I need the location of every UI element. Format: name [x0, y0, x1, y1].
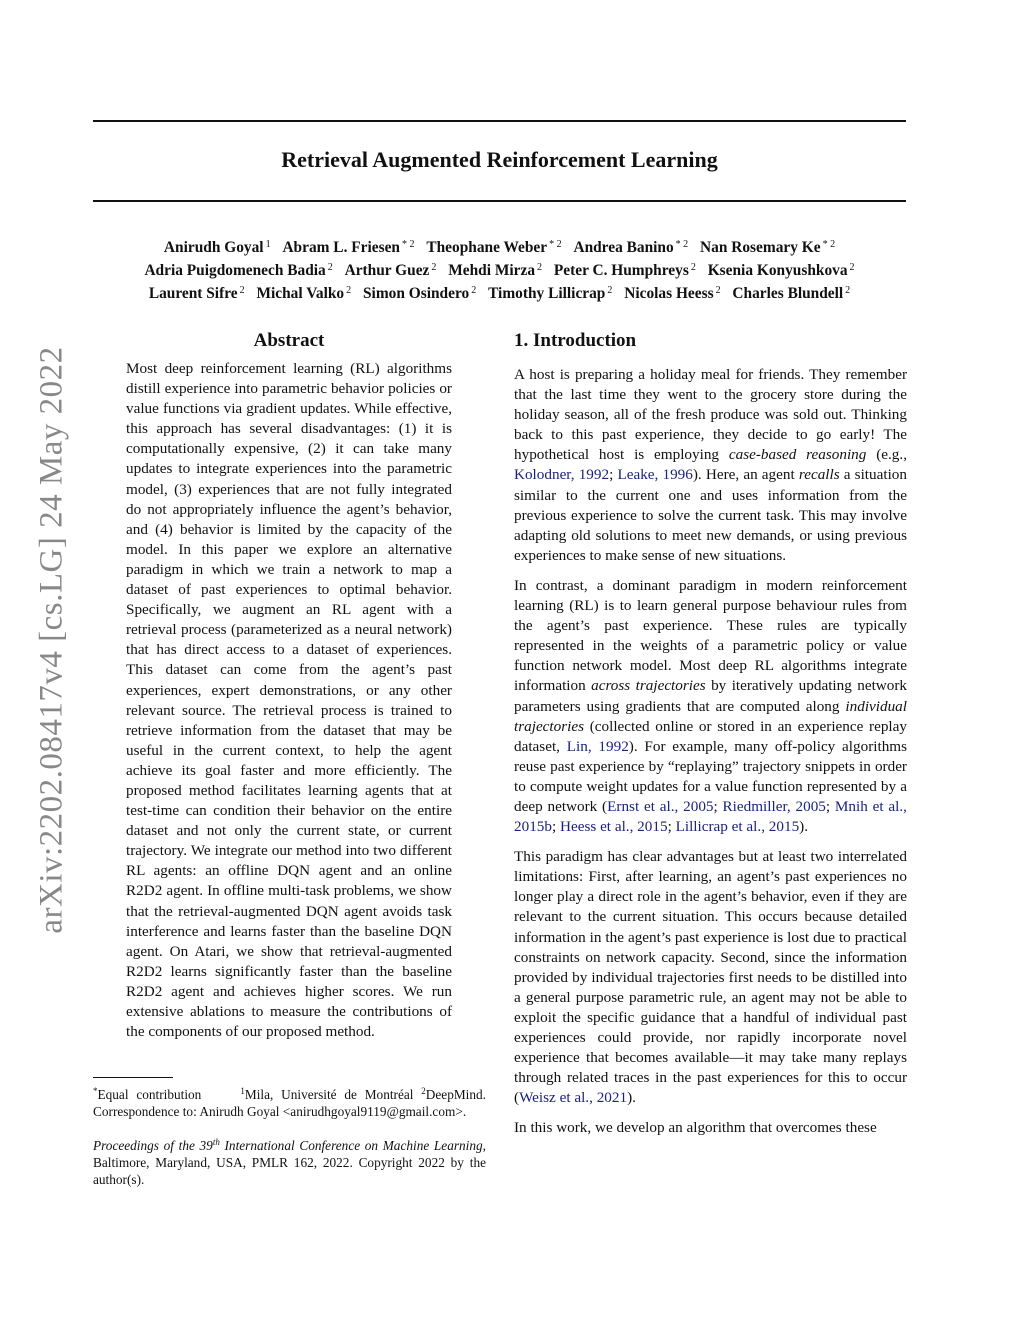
citation-link[interactable]: Ernst et al., 2005 — [607, 797, 714, 815]
author-line-3 — [93, 281, 906, 304]
citation-link[interactable]: Weisz et al., 2021 — [519, 1089, 628, 1107]
author-list — [93, 235, 906, 304]
author-line-2 — [93, 258, 906, 281]
author: Adria Puigdomenech Badia $^2$ — [144, 262, 333, 279]
author: Peter C. Humphreys $^2$ — [553, 262, 696, 279]
author: Michal Valko $^2$ — [256, 285, 352, 302]
abstract-heading: Abstract — [253, 330, 325, 351]
title-top-rule — [93, 120, 906, 122]
author: Andrea Banino $^{* 2}$ — [573, 239, 689, 256]
author: Nicolas Heess $^2$ — [624, 285, 721, 302]
author: Arthur Guez $^2$ — [344, 262, 437, 279]
citation-link[interactable]: Lin, 1992 — [566, 737, 629, 755]
abstract-text: Most deep reinforcement learning (RL) algorithms distill experience into parametric behavior policies or value functions via gradient updates. While effective, this approach has several disadvantages: (1) it is computationally expensive, (2) it can take many updates to integrate experiences into the parametric model, (3) experiences that are not fully integrated do not appropriately influence the agent’s behavior, and (4) behavior is limited by the capacity of the model. In this paper we explore an alternative paradigm in which we train a network to map a dataset of past experiences to optimal behavior. Specifically, we augment an RL agent with a retrieval process (parameterized as a neural network) that has direct access to a dataset of experiences. This dataset can come from the agent’s past experiences, expert demonstrations, or any other relevant source. The retrieval process is trained to retrieve information from the dataset that may be useful in the current context, to help the agent achieve its goal faster and more efficiently. The proposed method facilitates learning agents that at test-time can condition their behavior on the entire dataset and not only the current state, or current trajectory. We integrate our method into two different RL agents: an offline DQN agent and an online R2D2 agent. In offline multi-task problems, we show that the retrieval-augmented DQN agent avoids task interference and learns faster than the baseline DQN agent. On Atari, we show that retrieval-augmented R2D2 learns significantly faster than the baseline R2D2 agent and achieves higher scores. We run extensive ablations to measure the contributions of the components of our proposed method. — [126, 360, 452, 1041]
author: Abram L. Friesen $^{* 2}$ — [282, 239, 415, 256]
author: Charles Blundell $^2$ — [732, 285, 851, 302]
citation-link[interactable]: Leake, 1996 — [617, 466, 693, 484]
citation-link[interactable]: Mnih et al., 2015b — [514, 797, 907, 836]
author: Timothy Lillicrap $^2$ — [488, 285, 613, 302]
intro-paragraph-2: In contrast, a dominant paradigm in modern reinforcement learning (RL) is to learn general purpose behaviour rules from the agent’s past experience. These rules are typically represented in the weights of a parametric policy or value function network model. Most deep RL algorithms integrate information across trajectories by iteratively updating network parameters using gradients that are computed along individual trajectories (collected online or stored in an experience replay dataset, Lin, 1992). For example, many off-policy algorithms reuse past experience by “replaying” trajectory snippets in order to compute weight updates for a value function represented by a deep network (Ernst et al., 2005; Riedmiller, 2005; Mnih et al., 2015b; Heess et al., 2015; Lillicrap et al., 2015). — [514, 576, 908, 836]
author: Theophane Weber $^{* 2}$ — [426, 239, 562, 256]
footnotes — [93, 1077, 486, 1188]
intro-paragraph-3: This paradigm has clear advantages but at least two interrelated limitations: First, after learning, an agent’s past experiences no longer play a direct role in the agent’s behavior, even if they are relevant to the current situation. This occurs because detailed information in the agent’s past experience is lost due to practical constraints on network capacity. Second, since the information provided by individual trajectories first needs to be distilled into a general purpose parametric rule, an agent may not be able to exploit the specific guidance that a handful of individual past experiences could provide, nor rapidly incorporate novel experience that becomes available—it may take many replays through related traces in the past experiences for this to occur (Weisz et al., 2021). — [514, 848, 907, 1107]
introduction-section — [514, 330, 907, 1138]
author: Laurent Sifre $^2$ — [148, 285, 245, 302]
introduction-heading: 1. Introduction — [514, 330, 637, 351]
footnote-rule — [93, 1077, 173, 1078]
arxiv-identifier: arXiv:2202.08417v4 [cs.LG] 24 May 2022 — [33, 346, 70, 934]
author: Simon Osindero $^2$ — [363, 285, 477, 302]
proceedings-note: Proceedings of the 39th International Conference on Machine Learning, Baltimore, Maryland, USA, PMLR 162, 2022. Copyright 2022 by the author(s). — [93, 1137, 486, 1187]
citation-link[interactable]: Riedmiller, 2005 — [722, 797, 826, 815]
footnote-affiliations: *Equal contribution $^1$Mila, Université de Montréal $^2$DeepMind. Correspondence to: Anirudh Goyal <anirudhgoyal9119@gmail.com>. — [93, 1086, 486, 1119]
author: Ksenia Konyushkova $^2$ — [707, 262, 855, 279]
paper-title: Retrieval Augmented Reinforcement Learning — [281, 147, 718, 172]
intro-paragraph-1: A host is preparing a holiday meal for friends. They remember that the last time they went to the grocery store during the holiday season, all of the fresh produce was sold out. Thinking back to this past experience, they decide to go early! The hypothetical host is employing case-based reasoning (e.g., Kolodner, 1992; Leake, 1996). Here, an agent recalls a situation similar to the current one and uses information from the previous experience to solve the current task. This may involve adapting old solutions to meet new demands, or using previous experiences to make sense of new situations. — [514, 366, 907, 564]
author: Nan Rosemary Ke $^{* 2}$ — [700, 239, 836, 256]
citation-link[interactable]: Lillicrap et al., 2015 — [675, 818, 800, 836]
author: Mehdi Mirza $^2$ — [448, 262, 543, 279]
intro-paragraph-4: In this work, we develop an algorithm that overcomes these — [514, 1119, 877, 1137]
author-line-1 — [93, 235, 906, 258]
title-bottom-rule — [93, 200, 906, 202]
author: Anirudh Goyal $^1$ — [163, 239, 271, 256]
abstract-section — [126, 330, 452, 1042]
citation-link[interactable]: Kolodner, 1992 — [514, 466, 610, 484]
citation-link[interactable]: Heess et al., 2015 — [560, 818, 668, 836]
